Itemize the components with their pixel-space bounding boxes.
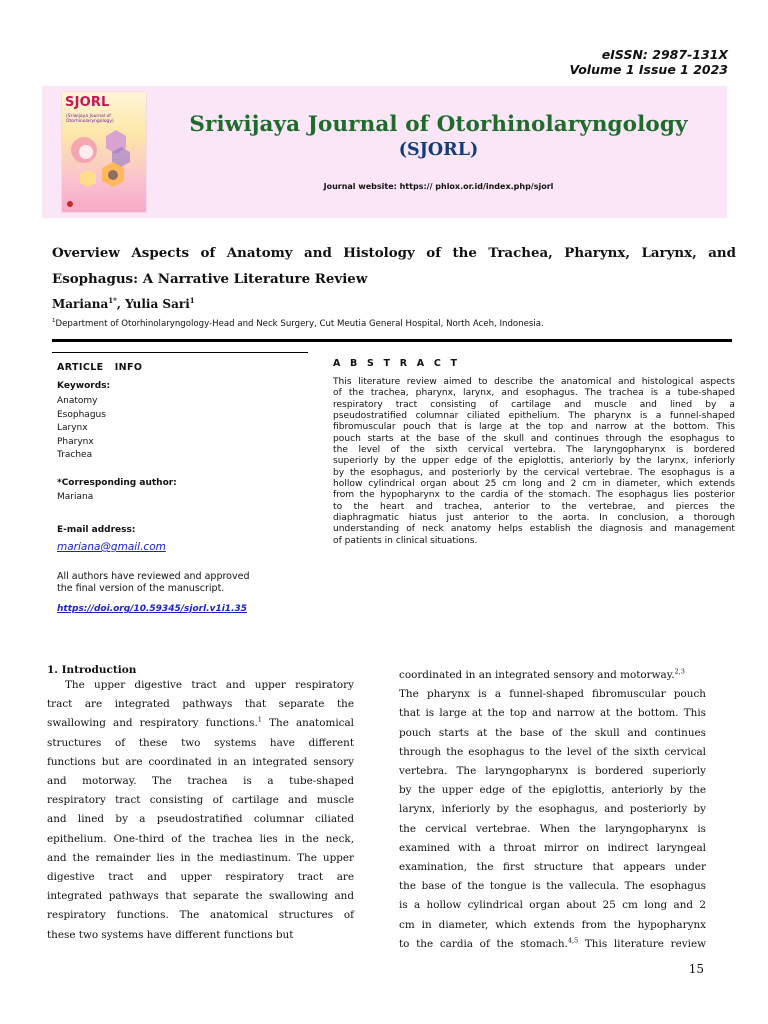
keywords-list <box>57 395 106 463</box>
body-line: and lined by a pseudostratified columnar ciliated <box>47 813 354 826</box>
abstract-line: understanding of neck anatomy helps establish the diagnosis and management <box>333 524 735 535</box>
body-line: examination, the first structure that appears under <box>399 861 706 874</box>
corresponding-author: Mariana <box>57 492 94 502</box>
body-line: that is large at the top and narrow at the bottom. This <box>399 707 706 720</box>
abstract-line: of patients in clinical situations. <box>333 535 478 546</box>
author-name: , Yulia Sari <box>116 297 190 311</box>
body-column-left <box>47 676 354 945</box>
body-line: structures of these two systems have different <box>47 736 354 749</box>
volume-label: Volume 1 Issue 1 2023 <box>569 62 728 77</box>
body-line-text: to the cardia of the stomach. <box>399 937 568 950</box>
section-divider <box>52 339 732 342</box>
affiliation-marker: 1 <box>52 318 56 324</box>
body-line: and motorway. The trachea is a tube-shaped <box>47 775 354 788</box>
body-line: examined with a throat mirror on indirect laryngeal <box>399 841 706 854</box>
body-line-text: coordinated in an integrated sensory and motorway. <box>399 669 675 681</box>
abstract-line: pouch starts at the base of the skull and continues through the esophagus to <box>333 433 735 444</box>
keyword-item: Pharynx <box>57 436 94 447</box>
body-line: these two systems have different functions but <box>47 928 294 941</box>
article-title-line: Esophagus: A Narrative Literature Review <box>52 271 368 287</box>
body-line: The upper digestive tract and upper respiratory <box>65 679 354 691</box>
abstract-line: fibromuscular pouch that is large at the top and narrow at the bottom. This <box>333 422 735 433</box>
abstract-line: hollow cylindrical organ about 25 cm long and 2 cm in diameter, which extends <box>333 479 735 490</box>
keyword-item: Esophagus <box>57 409 106 420</box>
citation-marker: 2,3 <box>674 667 685 676</box>
abstract-line: diaphragmatic hiatus just anterior to the aorta. In conclusion, a thorough <box>333 513 735 524</box>
abstract-line: the level of the sixth cervical vertebra. The laryngopharynx is bordered <box>333 445 735 456</box>
email-link[interactable]: mariana@gmail.com <box>57 541 166 553</box>
cover-artwork <box>62 92 146 212</box>
body-line <box>47 714 354 733</box>
body-line: respiratory functions. The anatomical structures of <box>47 909 354 922</box>
keywords-label: Keywords: <box>57 381 111 391</box>
citation-marker: 4,5 <box>567 936 579 945</box>
body-line: is a hollow cylindrical organ about 25 cm long and 2 <box>399 899 706 912</box>
abstract-body <box>333 377 735 547</box>
body-line: integrated pathways that separate the swallowing and <box>47 890 354 903</box>
abstract-line: from the hypopharynx to the cardia of the stomach. The esophagus lies posterior <box>333 490 735 501</box>
cover-subtitle: (Sriwijaya Journal of Otorhinolaryngology) <box>66 114 114 124</box>
abstract-line: pseudostratified columnar ciliated epithelium. The pharynx is a funnel-shaped <box>333 411 735 422</box>
author-name: Mariana <box>52 297 109 311</box>
body-line-text: The anatomical <box>261 717 354 730</box>
journal-website[interactable]: Journal website: https:// phlox.or.id/index.php/sjorl <box>323 182 554 191</box>
abstract-line: This literature review aimed to describe the anatomical and histological aspects <box>333 377 735 387</box>
abstract-line: to the heart and trachea, anterior to the vertebrae, and pierces the <box>333 501 735 512</box>
body-line: larynx, inferiorly by the esophagus, and posteriorly by <box>399 803 706 816</box>
article-info-heading: ARTICLE INFO <box>57 362 143 373</box>
author-affiliation-marker: 1 <box>189 296 195 305</box>
body-line: the base of the tongue is the vallecula. The esophagus <box>399 880 706 893</box>
body-line-text: swallowing and respiratory functions. <box>47 717 258 730</box>
journal-cover-image <box>62 92 146 212</box>
body-line: by the upper edge of the epiglottis, anteriorly by the <box>399 784 706 797</box>
body-line: through the esophagus to the level of the sixth cervical <box>399 745 706 758</box>
affiliation-text: Department of Otorhinolaryngology-Head and Neck Surgery, Cut Meutia General Hospital, North Aceh, Indonesia. <box>55 318 544 329</box>
info-divider <box>52 352 308 353</box>
body-line <box>399 935 706 954</box>
body-line <box>399 666 706 685</box>
abstract-line: superiorly by the upper edge of the epiglottis, anteriorly by the larynx, inferiorly <box>333 456 735 467</box>
body-line: epithelium. One-third of the trachea lies in the neck, <box>47 832 354 845</box>
body-line-text: This literature review <box>578 937 707 950</box>
author-affiliation-marker: 1* <box>108 296 117 305</box>
body-line: The pharynx is a funnel-shaped fibromuscular pouch <box>399 688 706 701</box>
affiliation <box>52 318 544 329</box>
article-title-line: Overview Aspects of Anatomy and Histology of the Trachea, Pharynx, Larynx, and <box>52 245 736 261</box>
review-statement <box>57 571 297 595</box>
review-statement-line: All authors have reviewed and approved <box>57 571 250 582</box>
abstract-line: of the trachea, pharynx, larynx, and esophagus. The trachea is a tube-shaped <box>333 388 735 399</box>
eissn-label: eISSN: 2987-131X <box>601 47 728 62</box>
article-title <box>52 240 736 292</box>
keyword-item: Larynx <box>57 423 88 434</box>
doi-link[interactable]: https://doi.org/10.59345/sjorl.v1i1.35 <box>57 604 247 614</box>
body-line: pouch starts at the base of the skull and continues <box>399 726 706 739</box>
keyword-item: Trachea <box>57 450 93 461</box>
body-line: and the remainder lies in the mediastinum. The upper <box>47 851 354 864</box>
body-line: functions but are coordinated in an integrated sensory <box>47 755 354 768</box>
review-statement-line: the final version of the manuscript. <box>57 583 225 594</box>
abstract-line: respiratory tract consisting of cartilage and muscle and lined by a <box>333 399 735 410</box>
body-line: cm in diameter, which extends from the hypopharynx <box>399 918 706 931</box>
citation-marker: 1 <box>257 715 262 724</box>
body-line: tract are integrated pathways that separate the <box>47 698 354 711</box>
journal-abbreviation: (SJORL) <box>398 140 479 160</box>
keyword-item: Anatomy <box>57 396 98 406</box>
abstract-line: by the esophagus, and posteriorly by the cervical vertebrae. The esophagus is a <box>333 467 735 478</box>
body-line: vertebra. The laryngopharynx is bordered superiorly <box>399 765 706 778</box>
corresponding-author-label: *Corresponding author: <box>57 478 177 488</box>
body-line: respiratory tract consisting of cartilage and muscle <box>47 794 354 807</box>
page-number: 15 <box>688 962 704 976</box>
abstract-heading: A B S T R A C T <box>333 358 461 369</box>
body-line: the cervical vertebrae. When the laryngopharynx is <box>399 822 706 835</box>
email-label: E-mail address: <box>57 525 136 535</box>
section-heading: 1. Introduction <box>47 664 137 676</box>
journal-title: Sriwijaya Journal of Otorhinolaryngology <box>189 112 688 137</box>
body-column-right <box>399 666 706 954</box>
author-list <box>52 296 195 311</box>
body-line: digestive tract and upper respiratory tract are <box>47 871 354 884</box>
cover-title: SJORL <box>65 95 110 110</box>
